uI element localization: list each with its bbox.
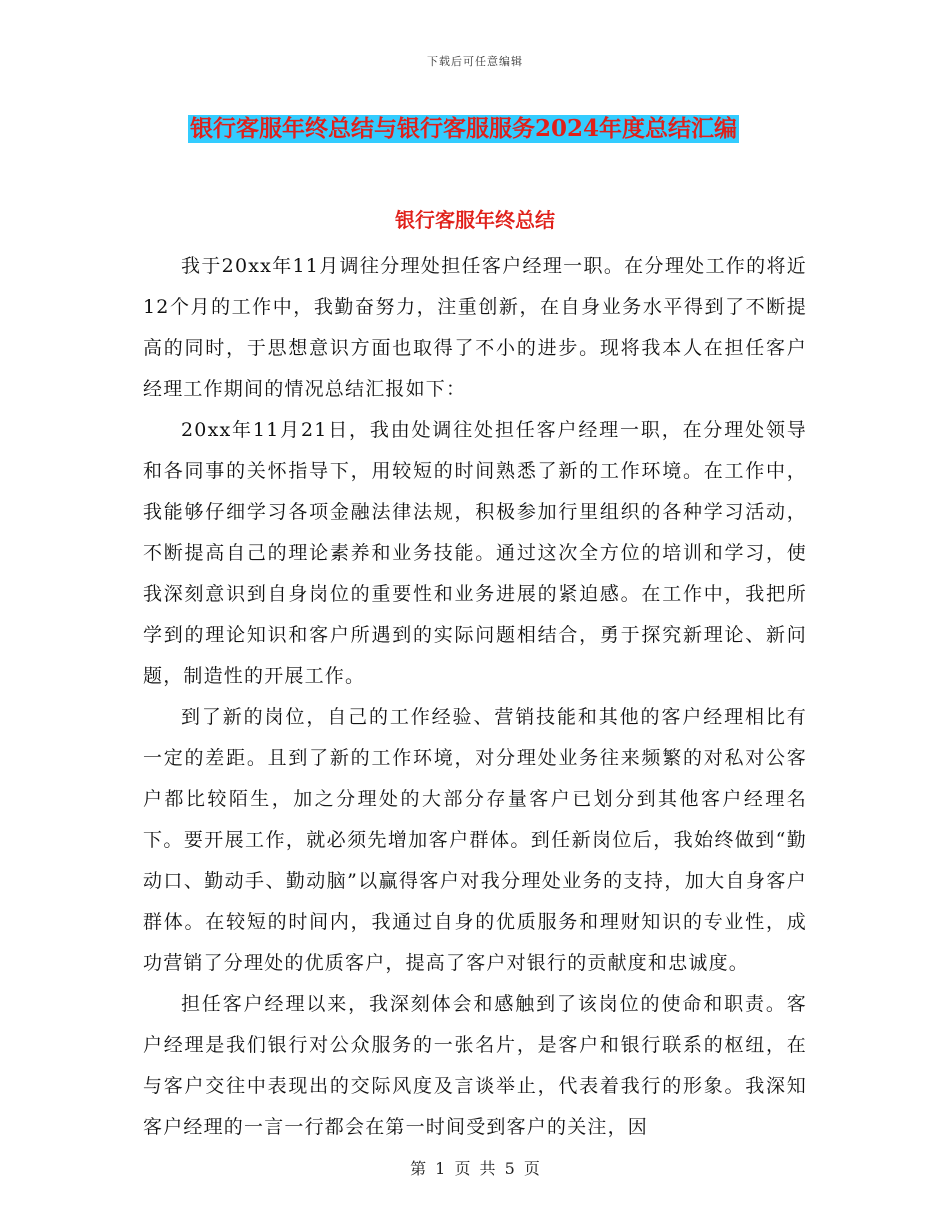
paragraph-1: 我于20xx年11月调往分理处担任客户经理一职。在分理处工作的将近12个月的工作中，我勤奋努力，注重创新，在自身业务水平得到了不断提高的同时，于思想意识方面也取得了不小的进步。现将我本人在担任客户经理工作期间的情况总结汇报如下： [143,255,807,400]
page-number-footer: 第 1 页 共 5 页 [410,1159,540,1178]
page-header-note: 下载后可任意编辑 [427,55,523,68]
paragraph-2: 20xx年11月21日，我由处调往处担任客户经理一职，在分理处领导和各同事的关怀指导下，用较短的时间熟悉了新的工作环境。在工作中，我能够仔细学习各项金融法律法规，积极参加行里组织的各种学习活动，不断提高自己的理论素养和业务技能。通过这次全方位的培训和学习，使我深刻意识到自身岗位的重要性和业务进展的紧迫感。在工作中，我把所学到的理论知识和客户所遇到的实际问题相结合，勇于探究新理论、新问题，制造性的开展工作。 [143,419,807,687]
document-body [143,246,807,1148]
section-title: 银行客服年终总结 [395,208,555,232]
document-title: 银行客服年终总结与银行客服服务2024年度总结汇编 [190,115,738,142]
paragraph-3: 到了新的岗位，自己的工作经验、营销技能和其他的客户经理相比有一定的差距。且到了新的工作环境，对分理处业务往来频繁的对私对公客户都比较陌生，加之分理处的大部分存量客户已划分到其他客户经理名下。要开展工作，就必须先增加客户群体。到任新岗位后，我始终做到“勤动口、勤动手、勤动脑”以赢得客户对我分理处业务的支持，加大自身客户群体。在较短的时间内，我通过自身的优质服务和理财知识的专业性，成功营销了分理处的优质客户，提高了客户对银行的贡献度和忠诚度。 [143,706,807,974]
paragraph-4: 担任客户经理以来，我深刻体会和感触到了该岗位的使命和职责。客户经理是我们银行对公众服务的一张名片，是客户和银行联系的枢纽，在与客户交往中表现出的交际风度及言谈举止，代表着我行的形象。我深知客户经理的一言一行都会在第一时间受到客户的关注，因 [143,993,807,1138]
